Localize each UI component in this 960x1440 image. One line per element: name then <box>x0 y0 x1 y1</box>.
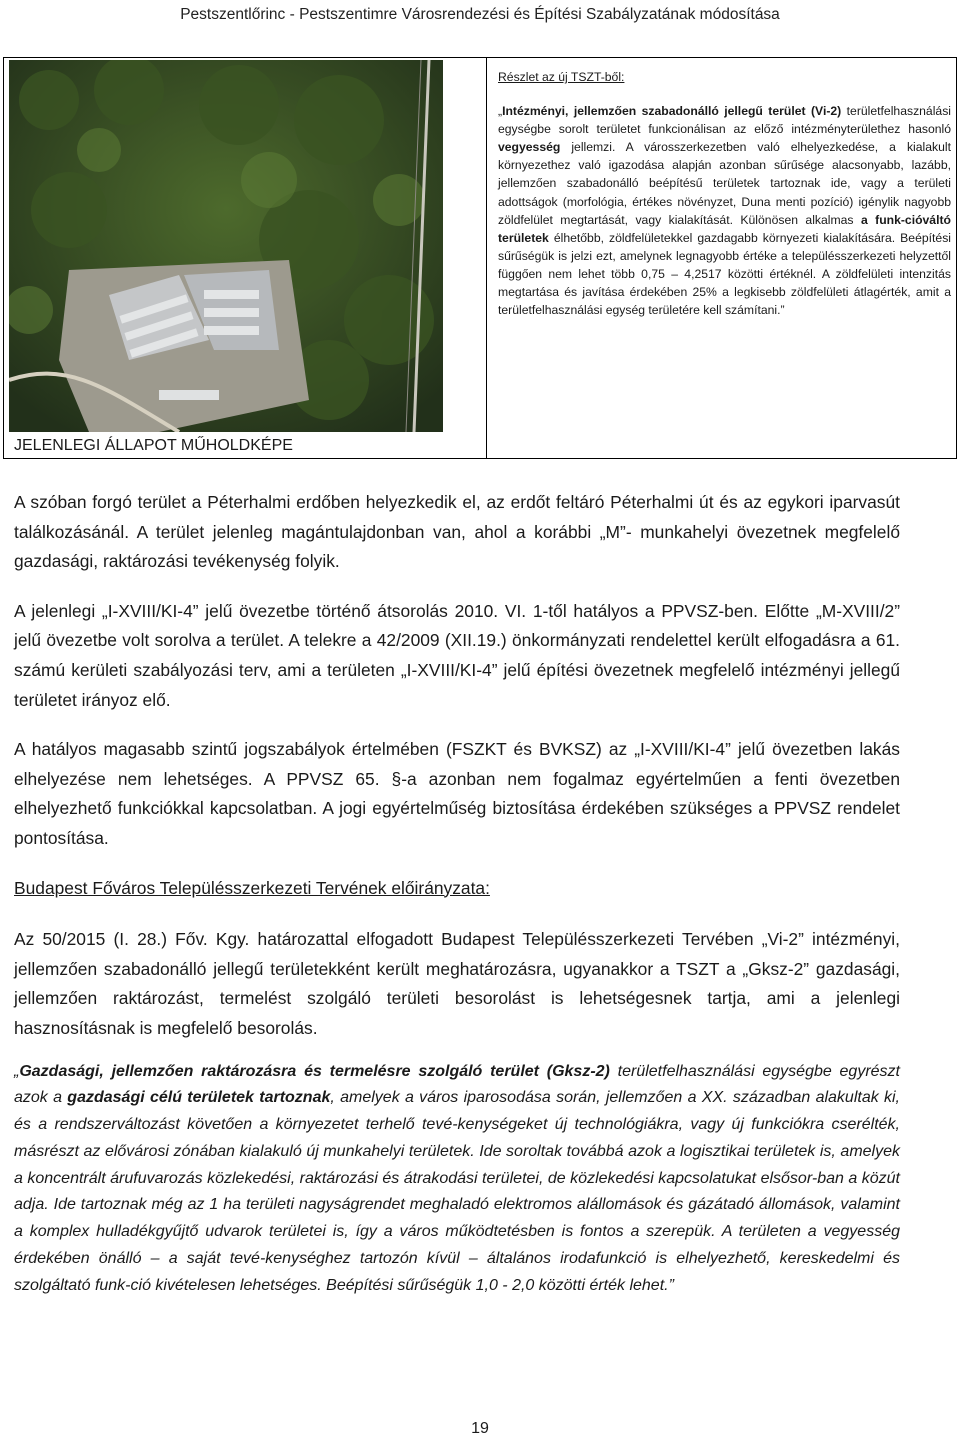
section-heading: Budapest Főváros Településszerkezeti Tervének előirányzata: <box>14 877 490 898</box>
tszt-excerpt <box>498 68 951 319</box>
paragraph-location: A szóban forgó terület a Péterhalmi erdőben helyezkedik el, az erdőt feltáró Péterhalmi út és az egykori iparvasút találkozásánál. A terület jelenleg magántulajdonban van, ahol a korábbi „M”- munkahelyi övezetnek megfelelő gazdasági, raktározási tevékenység folyik. <box>14 492 900 572</box>
excerpt-title: Részlet az új TSZT-ből: <box>498 70 625 84</box>
page-header: Pestszentlőrinc - Pestszentimre Városrendezési és Építési Szabályzatának módosítása <box>180 6 780 23</box>
body-text <box>14 488 900 1315</box>
map-cell <box>4 58 487 458</box>
satellite-image <box>9 60 443 432</box>
paragraph-quote-gksz: „Gazdasági, jellemzően raktározásra és termelésre szolgáló terület (Gksz-2) területfelhasználási egységbe egyrészt azok a gazdasági célú területek tartoznak, amelyek a város iparosodása során, jellemzően a XX. században alakultak ki, és a rendszerváltozást követően a környezetet terhelő tevé-kenységeket új technológiákra, vagy új funkciókra cserélték, másrészt az elővárosi zónában kialakuló új munkahelyi területek. Ide soroltak továbbá azok a logisztikai területek is, amelyek a koncentrált árufuvarozás közlekedési, raktározási és átrakodási területei, de közlekedési kapcsolatukat elsősor-ban a közút adja. Ide tartoznak még az 1 ha területi nagyságrendet meghaladó elektromos alállomások és gázátadó állomások, valamint a komplex hulladékgyűjtő udvarok területei is, így a város működtetésben is fontos a szerepük. A területen a vegyesség érdekében önálló – a saját tevé-kenységhez tartozón kívül – általános irodafunkció is elhelyezhető, kereskedelmi és szolgáltató funk-ció kivételesen lehetséges. Beépítési sűrűségük 1,0 - 2,0 közötti érték lehet.” <box>14 1062 901 1294</box>
figure-table <box>3 57 957 459</box>
map-caption: JELENLEGI ÁLLAPOT MŰHOLDKÉPE <box>14 437 293 454</box>
paragraph-legal: A hatályos magasabb szintű jogszabályok értelmében (FSZKT és BVKSZ) az „I-XVIII/KI-4” jelű övezetben lakás elhelyezése nem lehetséges. A PPVSZ 65. §-a azonban nem fogalmaz egyértelműen a fenti övezetben elhelyezhető funkciókkal kapcsolatban. A jogi egyértelműség biztosítása érdekében szükséges a PPVSZ rendelet pontosítása. <box>14 739 900 848</box>
paragraph-tszt: Az 50/2015 (I. 28.) Főv. Kgy. határozattal elfogadott Budapest Településszerkezeti Tervében „Vi-2” intézményi, jellemzően szabadonálló jellegű területekként került meghatározásra, ugyanakkor a TSZT a „Gksz-2” gazdasági, jellemzően raktározást, termelést szolgáló területi besorolást is lehetségesnek tartja, ami a jelenlegi hasznosításnak is megfelelő besorolás. <box>14 929 900 1038</box>
paragraph-zoning-history: A jelenlegi „I-XVIII/KI-4” jelű övezetbe történő átsorolás 2010. VI. 1-től hatályos a PPVSZ-ben. Előtte „M-XVIII/2” jelű övezetbe volt sorolva a terület. A telekre a 42/2009 (XII.19.) önkormányzati rendelettel került elfogadásra a 61. számú kerületi szabályozási terv, ami a területen „I-XVIII/KI-4” jelű építési övezetnek megfelelő intézményi jellegű területet irányoz elő. <box>14 600 900 710</box>
page-number: 19 <box>471 1420 489 1437</box>
excerpt-text: „Intézményi, jellemzően szabadonálló jellegű terület (Vi-2) területfelhasználási egységbe sorolt területet funkcionálisan az előző intézményterülethez hasonló vegyesség jellemzi. A városszerkezetben való elhelyezkedése, a kialakult környezethez való igazodása alapján azonban sűrűsége alacsonyabb, lazább, jellemzően szabadonálló beépítésű területek tartoznak ide, vagy a területi adottságok (morfológia, értékes növényzet, Duna menti pozíció) igénylik nagyobb zöldfelület megtartását, vagy kialakítását. Különösen alkalmas a funk-cióváltó területek élhetőbb, zöldfelületekkel gazdagabb környezeti kialakítására. Beépítési sűrűségük is jelzi ezt, amelynek legnagyobb értéke a településszerkezeti helyzettől függően nem lehet több 0,75 – 4,2517 közötti értéknél. A zöldfelületi intenzitás megtartása és javítása érdekében 25% a legkisebb zöldfelületi átlagérték, amit a területfelhasználási egység területére kell számítani.” <box>498 104 952 318</box>
satellite-photo-illustration <box>9 60 443 432</box>
